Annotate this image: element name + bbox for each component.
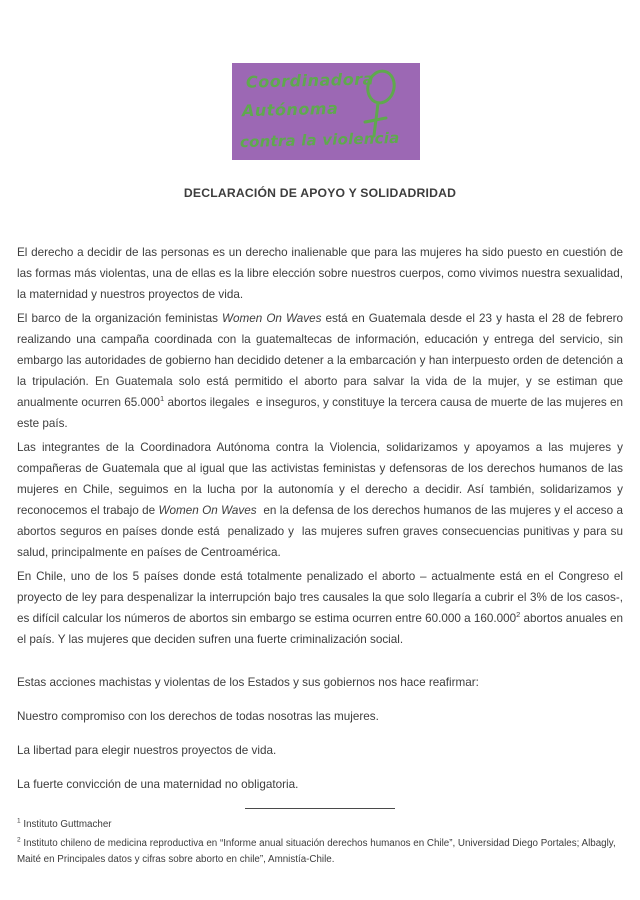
statement-4: La fuerte convicción de una maternidad no obligatoria. <box>17 778 299 791</box>
paragraph-2: El barco de la organización feministas Women On Waves está en Guatemala desde el 23 y hasta el 28 de febrero realizando una campaña coordinada con la guatemaltecas de información, educación y entrega del servicio, sin embargo las autoridades de gobierno han decidido detener a la embarcación y han interpuesto orden de detención a la tripulación. En Guatemala solo está permitido el aborto para salvar la vida de la mujer, y se estiman que anualmente ocurren 65.000$^1$ abortos ilegales e inseguros, y constituye la tercera causa de muerte de las mujeres en este país. <box>17 312 627 430</box>
footnote-separator <box>245 808 395 809</box>
statement-3: La libertad para elegir nuestros proyectos de vida. <box>17 744 277 757</box>
logo-text-line3: contra la violencia <box>239 128 400 152</box>
paragraph-1: El derecho a decidir de las personas es un derecho inalienable que para las mujeres ha sido puesto en cuestión de las formas más violentas, una de ellas es la libre elección sobre nuestros cuerpos, como vivimos nuestra sexualidad, la maternidad y nuestros proyectos de vida. <box>17 246 630 301</box>
venus-symbol-icon <box>354 68 406 142</box>
logo-text-line1: Coordinadora <box>245 69 375 92</box>
footnote-1: $^1$ Instituto Guttmacher <box>17 817 112 830</box>
paragraph-3: Las integrantes de la Coordinadora Autónoma contra la Violencia, solidarizamos y apoyamos a las mujeres y compañeras de Guatemala que al igual que las activistas feministas y defensoras de los derechos humanos de las mujeres en Chile, seguimos en la lucha por la autonomía y el derecho a decidir. Así también, solidarizamos y reconocemos el trabajo de Women On Waves en la defensa de los derechos humanos de las mujeres y el acceso a abortos seguros en países donde está penalizado y las mujeres sufren graves consecuencias punitivas y para su salud, principalmente en países de Centroamérica. <box>17 441 627 559</box>
logo <box>232 63 420 160</box>
footnote-2: $^2$ Instituto chileno de medicina reproductiva en “Informe anual situación derechos humanos en Chile”, Universidad Diego Portales; Albagly, Maité en Principales datos y cifras sobre aborto en chile”, Amnistía-Chile. <box>17 836 616 865</box>
statement-2: Nuestro compromiso con los derechos de todas nosotras las mujeres. <box>17 710 379 723</box>
document-content <box>17 0 630 868</box>
statement-1: Estas acciones machistas y violentas de los Estados y sus gobiernos nos hace reafirmar: <box>17 676 479 689</box>
document-title: DECLARACIÓN DE APOYO Y SOLIDADRIDAD <box>183 186 457 200</box>
paragraph-4: En Chile, uno de los 5 países donde está totalmente penalizado el aborto – actualmente está en el Congreso el proyecto de ley para despenalizar la interrupción bajo tres causales la que solo llegaría a cubrir el 3% de los casos-, es difícil calcular los números de abortos sin embargo se estima ocurren entre 60.000 a 160.000$^2$ abortos anuales en el país. Y las mujeres que deciden sufren una fuerte criminalización social. <box>17 570 627 646</box>
logo-text-line2: Autónoma <box>241 98 339 121</box>
